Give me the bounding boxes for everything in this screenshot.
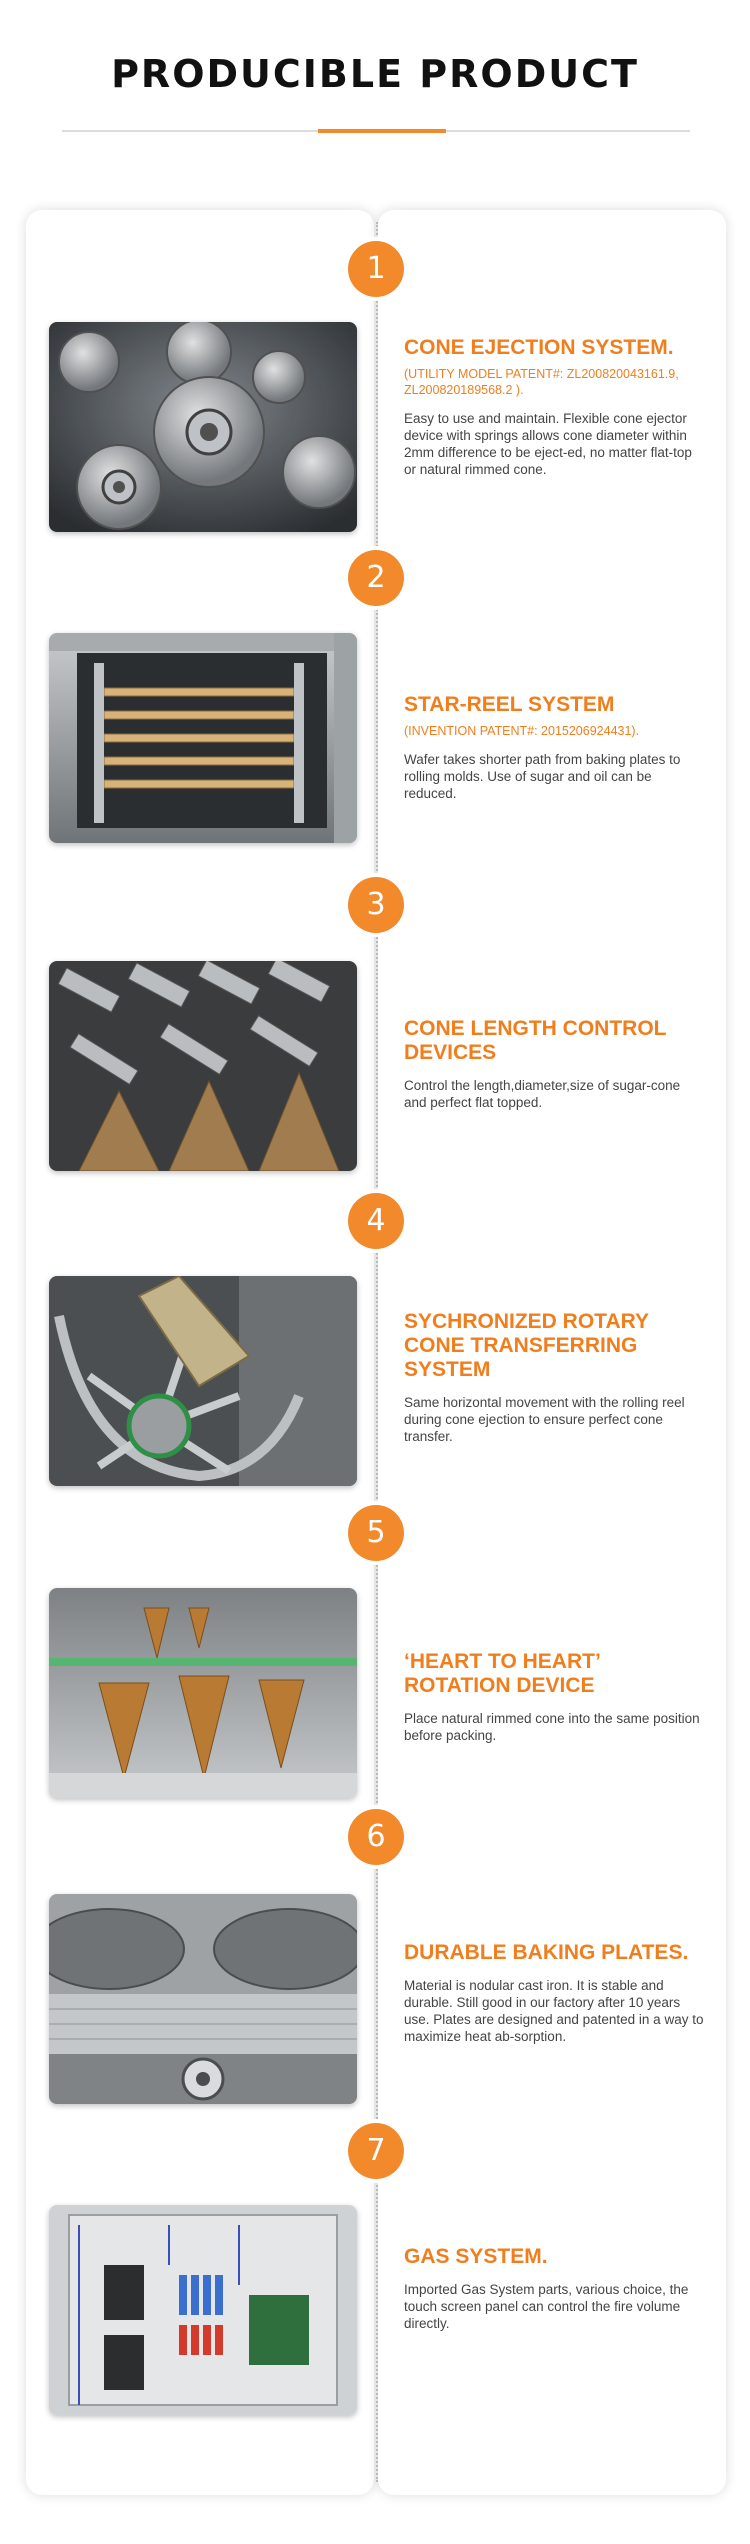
section-patent: (INVENTION PATENT#: 2015206924431). [404, 724, 640, 738]
step-badge-4: 4 [348, 1193, 404, 1249]
section-description: Same horizontal movement with the rolling reel during cone ejection to ensure perfect cone transfer. [404, 1395, 685, 1444]
step-badge-3: 3 [348, 877, 404, 933]
section-description: Material is nodular cast iron. It is stable and durable. Still good in our factory after 10 years use. Plates are designed and patented in a way to maximize heat ab-sorption. [404, 1978, 704, 2044]
step-badge-1: 1 [348, 241, 404, 297]
section-title: SYCHRONIZED ROTARY CONE TRANSFERRING SYSTEM [404, 1310, 649, 1381]
step-badge-7: 7 [348, 2123, 404, 2179]
photo-rotary-transfer [49, 1276, 357, 1486]
photo-gas-system [49, 2205, 357, 2415]
photo-star-reel [49, 633, 357, 843]
section-baking-plates [404, 1941, 704, 2045]
section-title: ‘HEART TO HEART’ ROTATION DEVICE [404, 1650, 600, 1697]
section-description: Control the length,diameter,size of sugar-cone and perfect flat topped. [404, 1078, 681, 1110]
photo-baking-plates [49, 1894, 357, 2104]
section-heart-rotation [404, 1650, 704, 1744]
section-description: Imported Gas System parts, various choice, the touch screen panel can control the fire volume directly. [404, 2282, 689, 2331]
page-title: PRODUCIBLE PRODUCT [111, 52, 639, 96]
section-cone-ejection [404, 336, 704, 478]
section-description: Wafer takes shorter path from baking plates to rolling molds. Use of sugar and oil can be reduced. [404, 752, 681, 801]
section-title: GAS SYSTEM. [404, 2245, 548, 2268]
section-title: STAR-REEL SYSTEM [404, 693, 615, 716]
section-title: CONE EJECTION SYSTEM. [404, 336, 674, 359]
section-gas-system [404, 2245, 704, 2332]
step-badge-6: 6 [348, 1809, 404, 1865]
photo-heart-rotation [49, 1588, 357, 1798]
section-star-reel [404, 693, 704, 802]
header-accent-bar [318, 129, 446, 133]
step-badge-5: 5 [348, 1505, 404, 1561]
step-badge-2: 2 [348, 550, 404, 606]
section-rotary-transfer [404, 1310, 704, 1445]
section-cone-length [404, 1017, 704, 1111]
photo-cone-ejection [49, 322, 357, 532]
section-title: DURABLE BAKING PLATES. [404, 1941, 689, 1964]
section-patent: (UTILITY MODEL PATENT#: ZL200820043161.9, ZL200820189568.2 ). [404, 367, 679, 397]
section-description: Easy to use and maintain. Flexible cone ejector device with springs allows cone diameter within 2mm difference to be eject-ed, no matter flat-top or natural rimmed cone. [404, 411, 692, 477]
photo-cone-length [49, 961, 357, 1171]
page-header [0, 0, 750, 200]
section-title: CONE LENGTH CONTROL DEVICES [404, 1017, 667, 1064]
section-description: Place natural rimmed cone into the same position before packing. [404, 1711, 700, 1743]
